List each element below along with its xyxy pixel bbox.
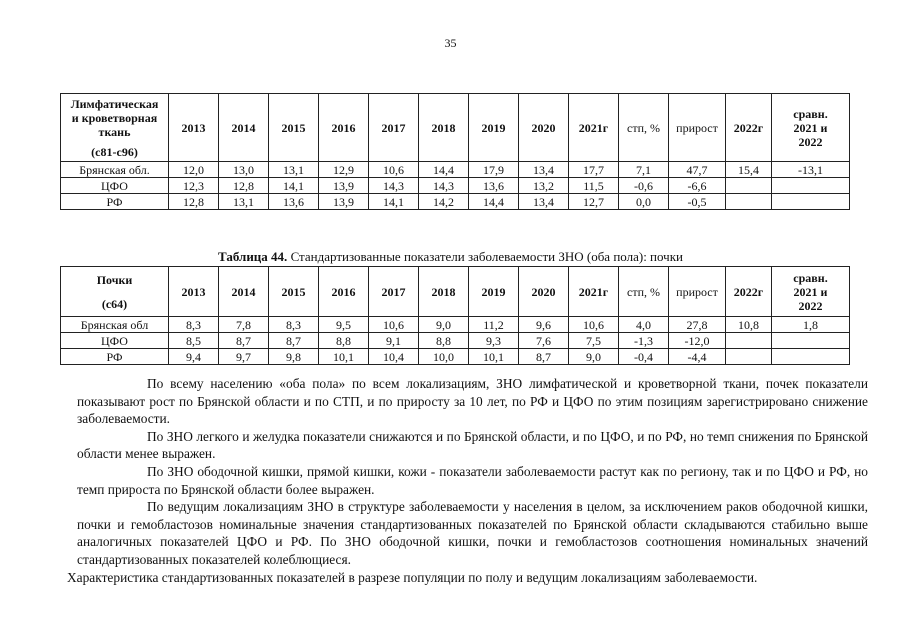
- table-cell: 10,1: [469, 349, 519, 365]
- table-cell: 15,4: [726, 162, 772, 178]
- table-caption: [0, 249, 901, 265]
- table-cell: 4,0: [619, 317, 669, 333]
- page-number: 35: [444, 36, 457, 50]
- table-cell: 10,0: [419, 349, 469, 365]
- table-cell: 9,1: [369, 333, 419, 349]
- paragraph: Характеристика стандартизованных показателей в разрезе популяции по полу и ведущим локализациям заболеваемости.: [67, 569, 758, 585]
- table-cell: 12,9: [319, 162, 369, 178]
- column-header: стп, %: [619, 267, 669, 317]
- table-cell: 10,8: [726, 317, 772, 333]
- row-label: РФ: [61, 194, 169, 210]
- kidney-table: [60, 266, 850, 365]
- table-cell: 12,0: [169, 162, 219, 178]
- table-cell: [772, 333, 850, 349]
- column-header: 2018: [419, 267, 469, 317]
- paragraph: По ЗНО легкого и желудка показатели снижаются и по Брянской области, и по ЦФО, и по РФ, но темп снижения по Брянской области менее выражен.: [77, 428, 868, 462]
- table-cell: [726, 178, 772, 194]
- table-cell: 13,2: [519, 178, 569, 194]
- lymphatic-tissue-table: [60, 93, 850, 210]
- column-header: 2020: [519, 94, 569, 162]
- table-cell: 8,3: [269, 317, 319, 333]
- table-cell: 9,4: [169, 349, 219, 365]
- column-header: 2016: [319, 267, 369, 317]
- table-cell: -4,4: [669, 349, 726, 365]
- table-cell: 8,7: [219, 333, 269, 349]
- table-cell: 14,1: [369, 194, 419, 210]
- table-cell: 9,0: [419, 317, 469, 333]
- row-label: Брянская обл: [61, 317, 169, 333]
- table-cell: 13,4: [519, 162, 569, 178]
- table-cell: 9,5: [319, 317, 369, 333]
- column-header: 2018: [419, 94, 469, 162]
- table-cell: -1,3: [619, 333, 669, 349]
- table-cell: 7,5: [569, 333, 619, 349]
- compare-header: [772, 267, 850, 317]
- table-cell: [772, 178, 850, 194]
- compare-line: 2022: [798, 298, 823, 313]
- table-cell: [726, 333, 772, 349]
- table-cell: 14,3: [419, 178, 469, 194]
- compare-line: 2022: [798, 134, 823, 149]
- column-header: 2017: [369, 94, 419, 162]
- table-cell: 8,7: [519, 349, 569, 365]
- table-cell: 8,8: [419, 333, 469, 349]
- table-cell: 12,3: [169, 178, 219, 194]
- column-header: 2021г: [569, 267, 619, 317]
- column-header: 2017: [369, 267, 419, 317]
- location-line: Лимфатическая: [70, 96, 159, 111]
- table-cell: 12,7: [569, 194, 619, 210]
- paragraph: По ЗНО ободочной кишки, прямой кишки, кожи - показатели заболеваемости растут как по региону, так и по ЦФО и РФ, но темп прироста по Брянской области более выражен.: [77, 463, 868, 497]
- table-cell: -0,6: [619, 178, 669, 194]
- compare-line: сравн.: [793, 106, 828, 121]
- table-cell: 9,7: [219, 349, 269, 365]
- column-header: 2015: [269, 94, 319, 162]
- table-cell: 14,3: [369, 178, 419, 194]
- table-row: [61, 317, 850, 333]
- table-cell: 11,2: [469, 317, 519, 333]
- table-cell: 8,5: [169, 333, 219, 349]
- table-cell: 10,6: [369, 162, 419, 178]
- table-cell: 9,8: [269, 349, 319, 365]
- table-cell: 8,3: [169, 317, 219, 333]
- table-cell: 17,9: [469, 162, 519, 178]
- paragraph: По всему населению «оба пола» по всем локализациям, ЗНО лимфатической и кроветворной ткани, почек показатели показывают рост по Брянской области и по СТП, и по приросту за 10 лет, по РФ и ЦФО по этим позициям зарегистрировано снижение заболеваемости.: [77, 376, 868, 427]
- table-cell: 13,6: [269, 194, 319, 210]
- location-line: и кроветворная: [71, 110, 158, 125]
- table-cell: 14,4: [469, 194, 519, 210]
- table-row: [61, 162, 850, 178]
- table-cell: 9,0: [569, 349, 619, 365]
- location-header: [61, 94, 169, 162]
- table-cell: 0,0: [619, 194, 669, 210]
- table-row: [61, 194, 850, 210]
- table-cell: 13,6: [469, 178, 519, 194]
- table-cell: 12,8: [219, 178, 269, 194]
- table-cell: -12,0: [669, 333, 726, 349]
- table-cell: 7,6: [519, 333, 569, 349]
- table-cell: 9,3: [469, 333, 519, 349]
- row-label: РФ: [61, 349, 169, 365]
- column-header: стп, %: [619, 94, 669, 162]
- column-header: 2016: [319, 94, 369, 162]
- table-cell: 13,4: [519, 194, 569, 210]
- table-cell: 13,9: [319, 194, 369, 210]
- location-line: ткань: [98, 124, 131, 139]
- table-cell: [726, 349, 772, 365]
- table-cell: 8,7: [269, 333, 319, 349]
- column-header: 2022г: [726, 267, 772, 317]
- table-cell: -6,6: [669, 178, 726, 194]
- column-header: 2014: [219, 267, 269, 317]
- icd-code: (c64): [101, 296, 128, 311]
- column-header: 2021г: [569, 94, 619, 162]
- column-header: прирост: [669, 267, 726, 317]
- compare-line: сравн.: [793, 270, 828, 285]
- column-header: 2022г: [726, 94, 772, 162]
- table-cell: 13,1: [219, 194, 269, 210]
- location-header: [61, 267, 169, 317]
- icd-code: (c81-c96): [91, 144, 138, 159]
- table-cell: 13,9: [319, 178, 369, 194]
- table-cell: 10,4: [369, 349, 419, 365]
- table-cell: 10,6: [369, 317, 419, 333]
- column-header: 2014: [219, 94, 269, 162]
- table-cell: 10,1: [319, 349, 369, 365]
- table-cell: 14,2: [419, 194, 469, 210]
- table-row: [61, 349, 850, 365]
- table-cell: 7,1: [619, 162, 669, 178]
- row-label: ЦФО: [61, 178, 169, 194]
- body-text: [67, 375, 868, 586]
- table-cell: 8,8: [319, 333, 369, 349]
- table-cell: [772, 349, 850, 365]
- table-cell: 13,0: [219, 162, 269, 178]
- column-header: 2013: [169, 94, 219, 162]
- row-label: ЦФО: [61, 333, 169, 349]
- table-cell: 9,6: [519, 317, 569, 333]
- table-cell: 13,1: [269, 162, 319, 178]
- column-header: 2019: [469, 267, 519, 317]
- table-cell: 14,1: [269, 178, 319, 194]
- table-row: [61, 333, 850, 349]
- caption-text: Стандартизованные показатели заболеваемости ЗНО (оба пола): почки: [287, 249, 683, 264]
- table-cell: 7,8: [219, 317, 269, 333]
- table-cell: 47,7: [669, 162, 726, 178]
- row-label: Брянская обл.: [61, 162, 169, 178]
- column-header: 2020: [519, 267, 569, 317]
- paragraph: По ведущим локализациям ЗНО в структуре заболеваемости у населения в целом, за исключением раков ободочной кишки, почки и гемобластозов номинальные значения стандартизованных показателей по Брянской области складываются стабильно выше аналогичных показателей ЦФО и РФ. По ЗНО ободочной кишки, почки и гемобластозов соотношения номинальных значений стандартизованных показателей колеблющиеся.: [77, 499, 868, 567]
- table-cell: -0,5: [669, 194, 726, 210]
- table-cell: 27,8: [669, 317, 726, 333]
- table-cell: 11,5: [569, 178, 619, 194]
- compare-line: 2021 и: [793, 120, 828, 135]
- column-header: 2019: [469, 94, 519, 162]
- compare-header: [772, 94, 850, 162]
- table-cell: 12,8: [169, 194, 219, 210]
- table-cell: [772, 194, 850, 210]
- caption-number: Таблица 44.: [218, 249, 288, 264]
- table-cell: [726, 194, 772, 210]
- column-header: прирост: [669, 94, 726, 162]
- compare-line: 2021 и: [793, 284, 828, 299]
- table-cell: 10,6: [569, 317, 619, 333]
- table-row: [61, 178, 850, 194]
- table-header-row: [61, 267, 850, 317]
- table-cell: -13,1: [772, 162, 850, 178]
- table-header-row: [61, 94, 850, 162]
- table-cell: 17,7: [569, 162, 619, 178]
- table-cell: 14,4: [419, 162, 469, 178]
- table-cell: -0,4: [619, 349, 669, 365]
- column-header: 2013: [169, 267, 219, 317]
- location-label: Почки: [96, 272, 133, 287]
- table-cell: 1,8: [772, 317, 850, 333]
- column-header: 2015: [269, 267, 319, 317]
